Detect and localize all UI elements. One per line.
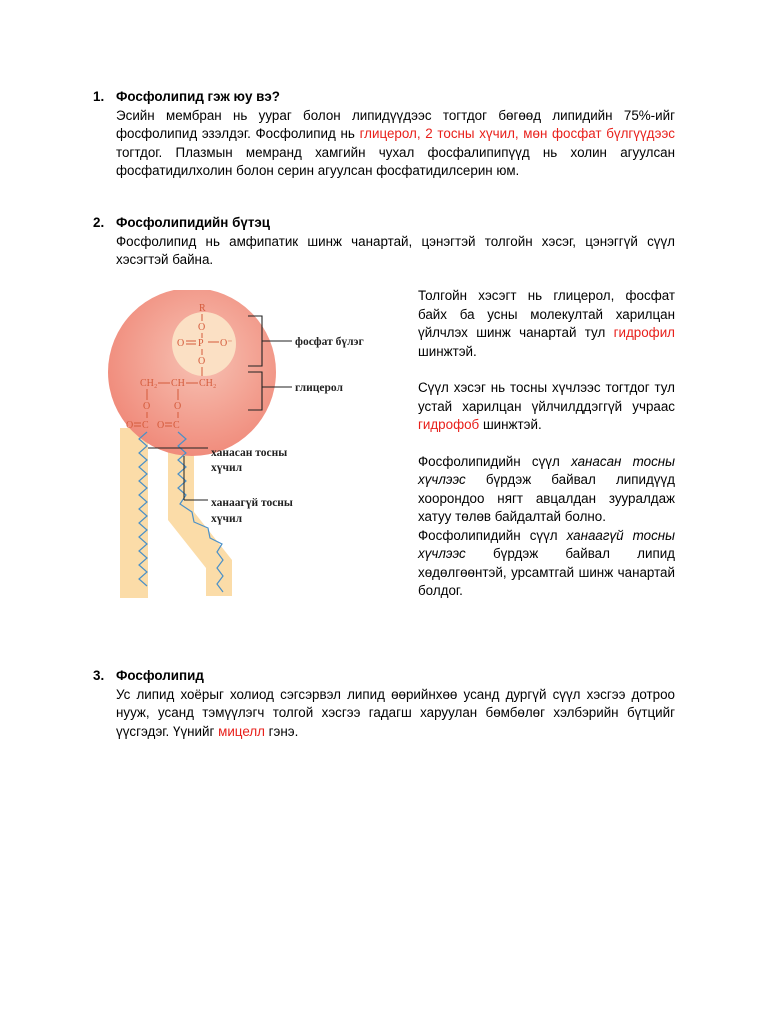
chem-C-2: C (173, 420, 180, 431)
unsaturated-label: ханаагүй тосны (211, 497, 293, 509)
chem-R: R (199, 303, 206, 314)
chem-O-bottom: O (198, 356, 206, 367)
tail-paragraph: Сүүл хэсэг нь тосны хүчлээс тогтдог тул устай харилцан үйлчилддэггүй учраас гидрофоб шинжтэй. (418, 380, 675, 432)
chem-P: P (198, 338, 204, 349)
chem-O-minus: O⁻ (220, 338, 233, 349)
highlight-text: мицелл (218, 723, 265, 739)
chem-O-left-ester: O (143, 401, 151, 412)
head-paragraph: Толгойн хэсэгт нь глицерол, фосфат байх ба усны молекултай харилцан үйлчлэх шинж чанартай тул гидрофил шинжтэй. (418, 288, 675, 359)
saturated-label: хүчил (211, 462, 243, 474)
highlight-text: гидрофил (613, 325, 675, 340)
section-body: Фосфолипид нь амфипатик шинж чанартай, цэнэгтэй толгойн хэсэг, цэнэггүй сүүл хэсэгтэй байна. (116, 233, 675, 267)
section-title: Фосфолипид (116, 668, 204, 683)
chem-O-right-ester: O (174, 401, 182, 412)
highlight-text: глицерол, 2 тосны хүчил, мөн фосфат бүлгүүдээс (359, 126, 675, 141)
section-body: Эсийн мембран нь уураг болон липидүүдээс тогтдог бөгөөд липидийн 75%-ийг фосфолипид эзэлдэг. Фосфолипид нь глицерол, 2 тосны хүчил, мөн фосфат бүлгүүдээс тогтдог. Плазмын мемранд хамгийн чухал фосфалипипүүд нь холин агуулсан фосфатидилхолин болон серин агуулсан фосфатидилсерин юм. (116, 107, 675, 178)
chem-O-carbonyl-1: O (126, 420, 134, 431)
section-number: 3. (93, 668, 105, 683)
chem-CH2-left: CH₂ (140, 378, 158, 389)
phosphate-label: фосфат бүлэг (295, 336, 364, 348)
side-text (418, 287, 675, 601)
chem-O-top: O (198, 322, 206, 333)
highlight-text: гидрофоб (418, 417, 480, 432)
chem-CH2-right: CH₂ (199, 378, 217, 389)
section-3 (93, 667, 675, 741)
glycerol-label: глицерол (295, 382, 343, 394)
chem-C-1: C (142, 420, 149, 431)
section-2 (93, 214, 675, 270)
section-title: Фосфолипидийн бүтэц (116, 215, 270, 230)
section-number: 1. (93, 89, 105, 104)
chem-O-carbonyl-2: O (157, 420, 165, 431)
section-number: 2. (93, 215, 105, 230)
unsaturated-label: хүчил (211, 513, 243, 525)
saturated-paragraph: Фосфолипидийн сүүл ханасан тосны хүчлээс бүрдэж байвал липидүүд хоорондоо нягт авцалдан зууралдаж хатуу төлөв байдалтай болно. (418, 453, 675, 524)
section-body: Ус липид хоёрыг холиод сэгсэрвэл липид өөрийнхөө усанд дургүй сүүл хэсгээ дотроо нууж, усанд тэмүүлэгч толгой хэсгээ гадагш харуулан бөмбөлөг хэлбэрийн бүтцийг үүсгэдэг. Үүнийг мицелл гэнэ. (116, 686, 675, 739)
chem-O-left: O (177, 338, 185, 349)
section-title: Фосфолипид гэж юу вэ? (116, 89, 280, 104)
phospholipid-diagram (96, 290, 396, 610)
chem-CH: CH (171, 378, 185, 389)
section-1 (93, 88, 675, 181)
saturated-label: ханасан тосны (211, 447, 288, 459)
unsaturated-paragraph: Фосфолипидийн сүүл ханаагүй тосны хүчлээс бүрдэж байвал липид хөдөлгөөнтэй, урсамтгай шинж чанартай болдог. (418, 527, 675, 598)
